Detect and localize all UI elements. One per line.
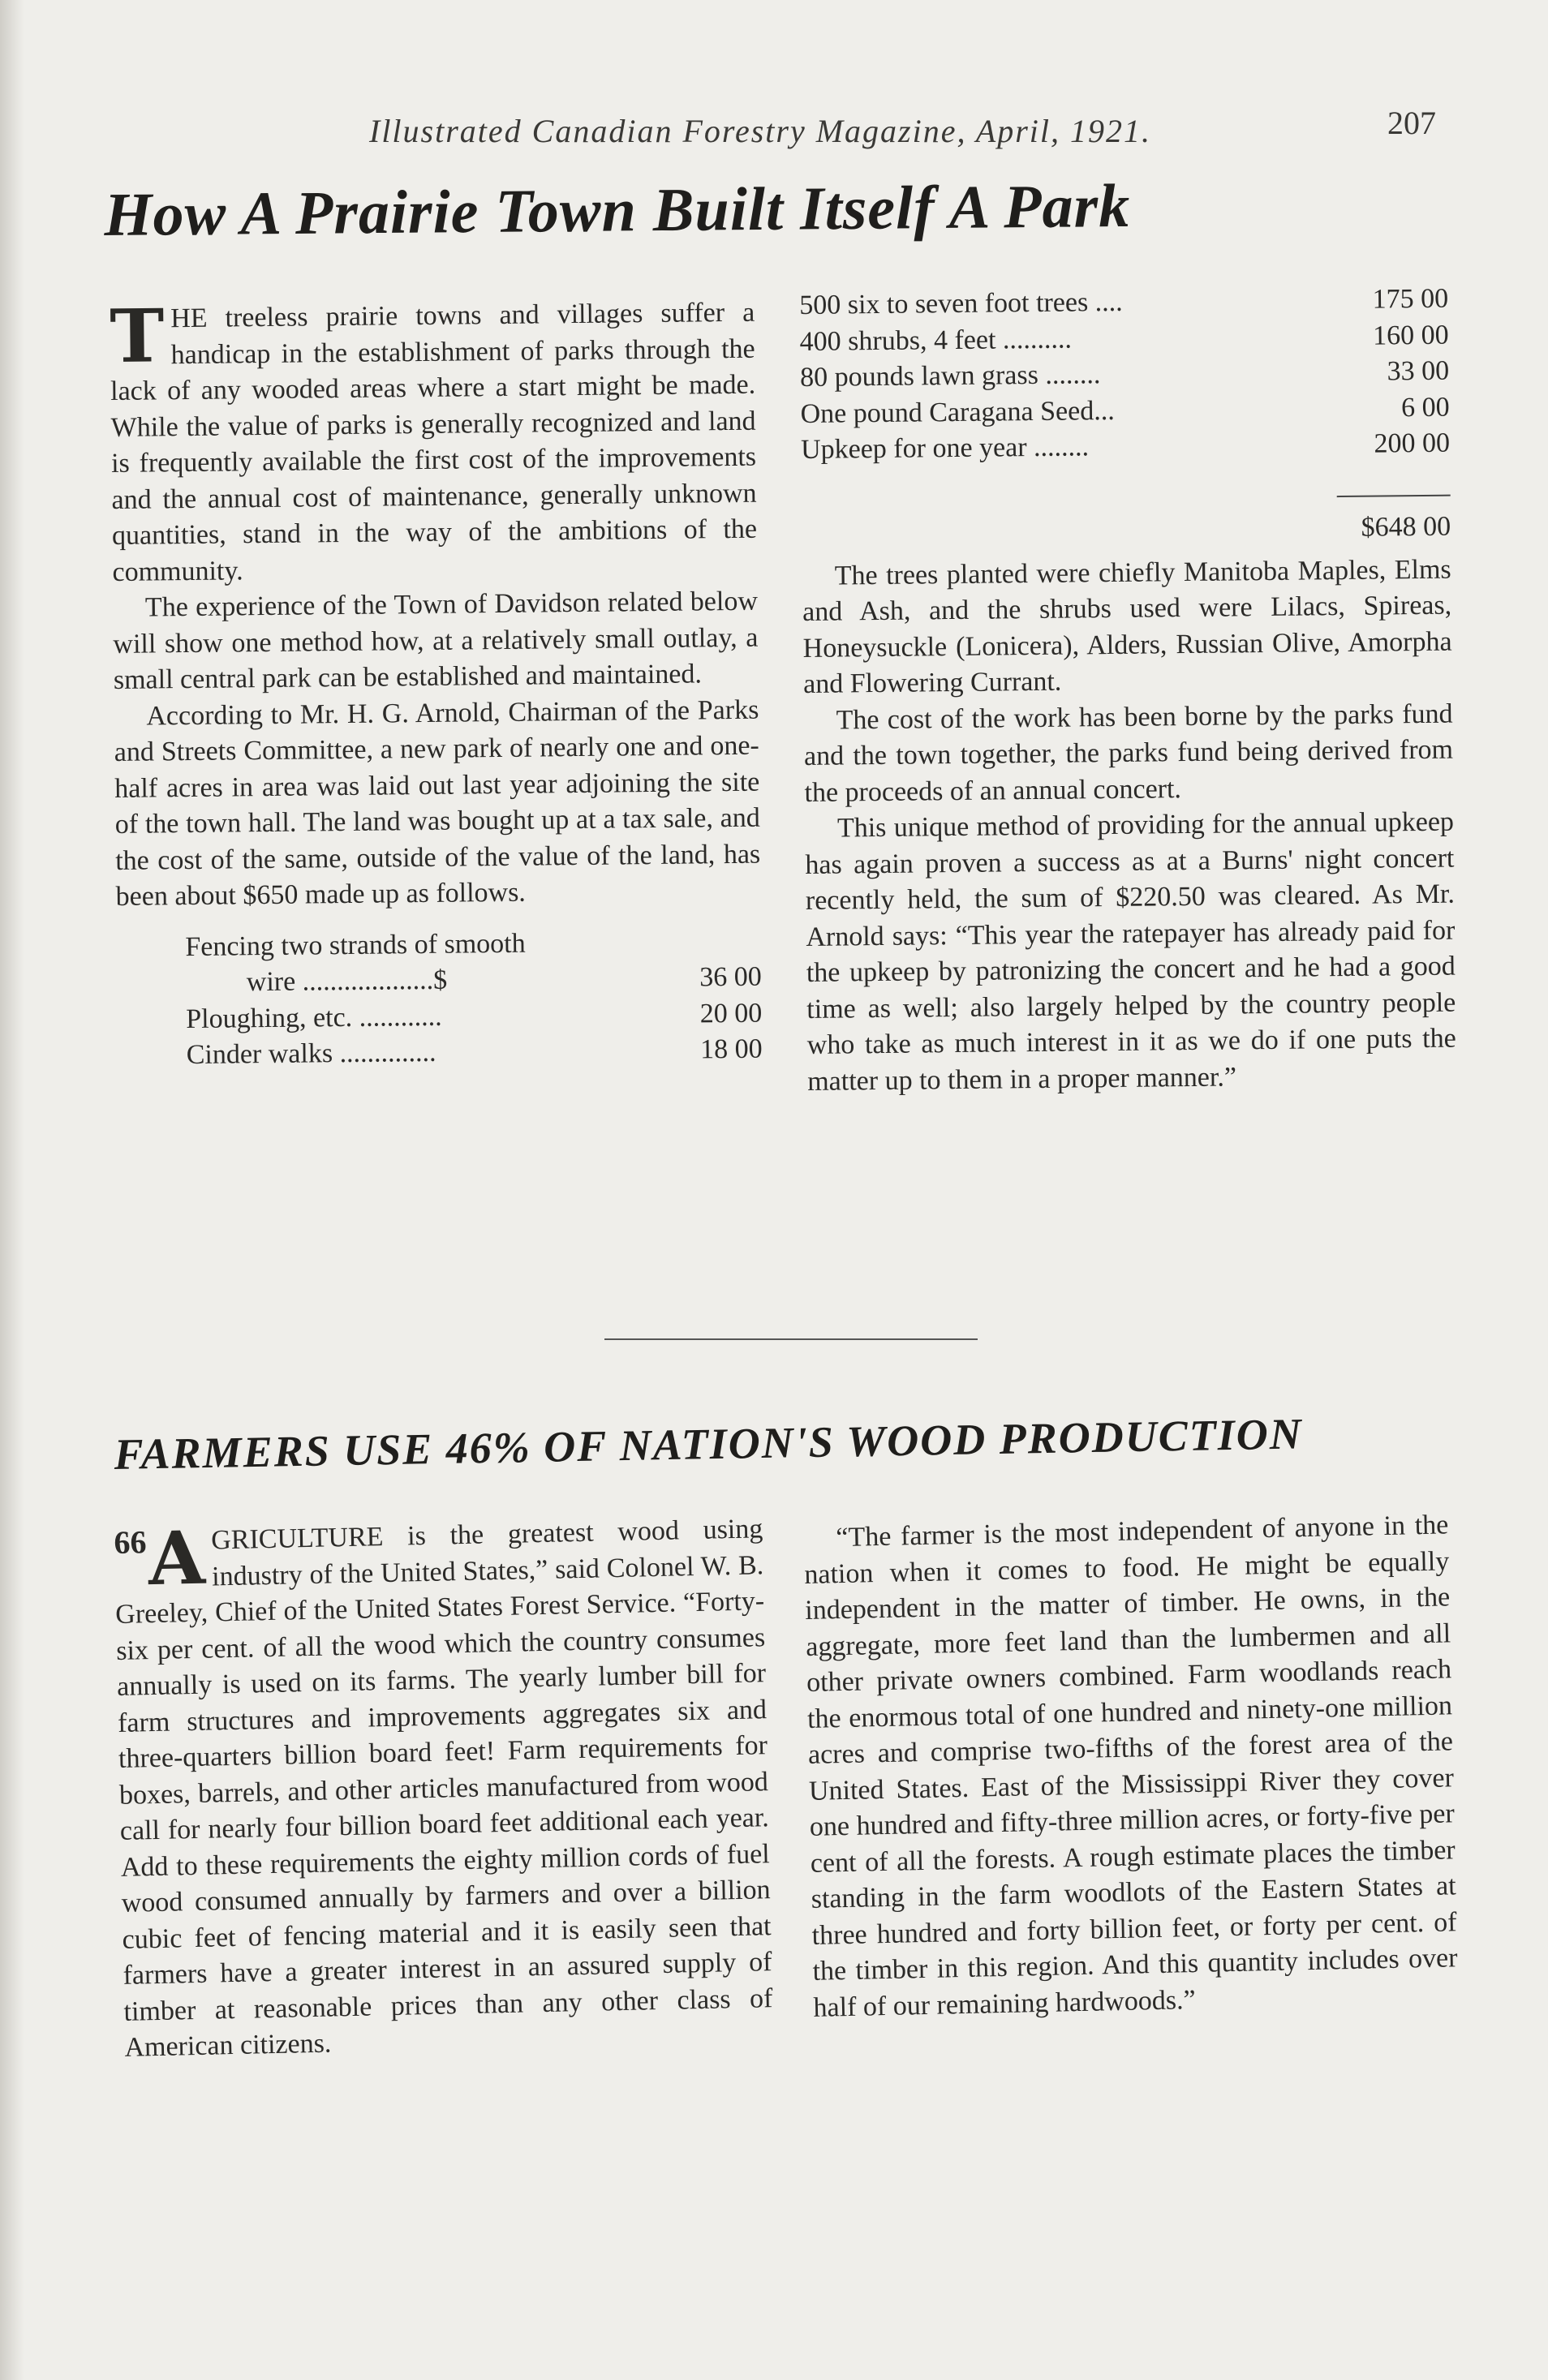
total-rule <box>1337 494 1451 496</box>
cost-amount: 18 00 <box>700 1033 763 1065</box>
open-quote: 66 <box>113 1523 147 1561</box>
cost-item: Upkeep for one year ........ <box>800 432 1090 465</box>
page-gutter <box>0 0 24 2380</box>
cost-row <box>118 1032 763 1075</box>
article1-left-column <box>110 295 763 1075</box>
cost-item: 400 shrubs, 4 feet .......... <box>799 323 1073 357</box>
cost-item: Ploughing, etc. ............ <box>186 1001 442 1034</box>
cost-item: wire ...................$ <box>246 964 448 998</box>
article2-right-column <box>803 1507 1459 2026</box>
article1-paragraph-5: The cost of the work has been borne by the parks fund and the town together, the parks fund being derived from the proceeds of an annual concert. <box>803 698 1454 808</box>
running-head: Illustrated Canadian Forestry Magazine, April, 1921. <box>369 113 1151 149</box>
cost-item: One pound Caragana Seed... <box>800 395 1115 429</box>
cost-amount: 36 00 <box>699 961 762 993</box>
article1-paragraph-6: This unique method of providing for the annual upkeep has again proven a success as at a Burns' night concert recently held, the sum of $220.50 was cleared. As Mr. Arnold says: “This year the ratepayer has already paid for the upkeep by patronizing the concert and he had a good time as well; also largely helped by the country people who take as much interest in it as we do if one puts the matter up to them in a proper manner.” <box>805 806 1456 1097</box>
cost-amount: 200 00 <box>1374 427 1451 459</box>
cost-item: Fencing two strands of smooth <box>185 928 526 962</box>
cost-amount: 20 00 <box>699 998 763 1029</box>
article1-paragraph-1 <box>110 295 758 591</box>
cost-amount: 6 00 <box>1400 392 1450 423</box>
article1-paragraph-4: The trees planted were chiefly Manitoba Maples, Elms and Ash, and the shrubs used were Lilacs, Spireas, Honeysuckle (Lonicera), Alders, Russian Olive, Amorpha and Flowering Currant. <box>802 554 1452 699</box>
cost-total: $648 00 <box>1361 511 1451 543</box>
cost-table-right <box>799 281 1451 552</box>
article1-paragraph-2: The experience of the Town of Davidson related below will show one method how, at a relatively small outlay, a small central park can be established and maintained. <box>113 586 759 695</box>
paragraph-text: HE treeless prairie towns and villages suffer a handicap in the establishment of parks through the lack of any wooded areas where a start might be made. While the value of parks is generally recognized and land is frequently available the first cost of the improvements and the annual cost of maintenance, generally unknown quantities, stand in the way of the ambitions of the community. <box>110 297 758 587</box>
cost-table-left <box>116 923 763 1074</box>
cost-item: Cinder walks .............. <box>186 1037 436 1071</box>
article1-right-column <box>799 281 1456 1100</box>
article-title: How A Prairie Town Built Itself A Park <box>104 171 1131 249</box>
cost-amount: 175 00 <box>1372 283 1449 315</box>
article-title: FARMERS USE 46% OF NATION'S WOOD PRODUCTION <box>114 1409 1304 1479</box>
section-divider <box>604 1338 978 1340</box>
cost-amount: 160 00 <box>1372 320 1449 351</box>
cost-item: 80 pounds lawn grass ........ <box>799 359 1101 393</box>
page-number: 207 <box>1387 105 1436 141</box>
article2-left-column <box>114 1511 774 2066</box>
drop-cap: T <box>109 293 165 380</box>
cost-amount: 33 00 <box>1387 355 1450 387</box>
paragraph-text: GRICULTURE is the greatest wood using industry of the United States,” said Colonel W. B. Greeley, Chief of the United States Forest Service. “Forty-six per cent. of all the wood which the country consumes annually is used on its farms. The yearly lumber bill for farm structures and improvements aggregates six and three-quarters billion board feet! Farm requirements for boxes, barrels, and other articles manufactured from wood call for nearly four billion board feet additional each year. Add to these requirements the eighty million cords of fuel wood consumed annually by farmers and over a billion cubic feet of fencing material and it is easily seen that farmers have a greater interest in an assured supply of timber at reasonable prices than any other class of American citizens. <box>114 1514 773 2063</box>
cost-item: 500 six to seven foot trees .... <box>799 286 1123 320</box>
total-row <box>801 462 1451 552</box>
drop-cap: A <box>147 1514 206 1603</box>
article1-paragraph-3: According to Mr. H. G. Arnold, Chairman of the Parks and Streets Committee, a new park of nearly one and one-half acres in area was laid out last year adjoining the site of the town hall. The land was bought up at a tax sale, and the cost of the same, outside of the value of the land, has been about $650 made up as follows. <box>114 694 761 912</box>
cost-amount <box>631 923 761 960</box>
article2-paragraph-1 <box>114 1511 774 2066</box>
article2-paragraph-2: “The farmer is the most independent of anyone in the nation when it comes to food. He might be equally independent in the matter of timber. He owns, in the aggregate, more feet land than the lumbermen and all other private owners combined. Farm woodlands reach the enormous total of one hundred and ninety-one million acres and comprise two-fifths of the forest area of the United States. East of the Mississippi River they cover one hundred and fifty-three million acres, or forty-five per cent of all the forests. A rough estimate places the timber standing in the farm woodlots of the Eastern States at three hundred and forty billion feet, or forty per cent. of the timber in this region. And this quantity includes over half of our remaining hardwoods.” <box>803 1510 1458 2023</box>
